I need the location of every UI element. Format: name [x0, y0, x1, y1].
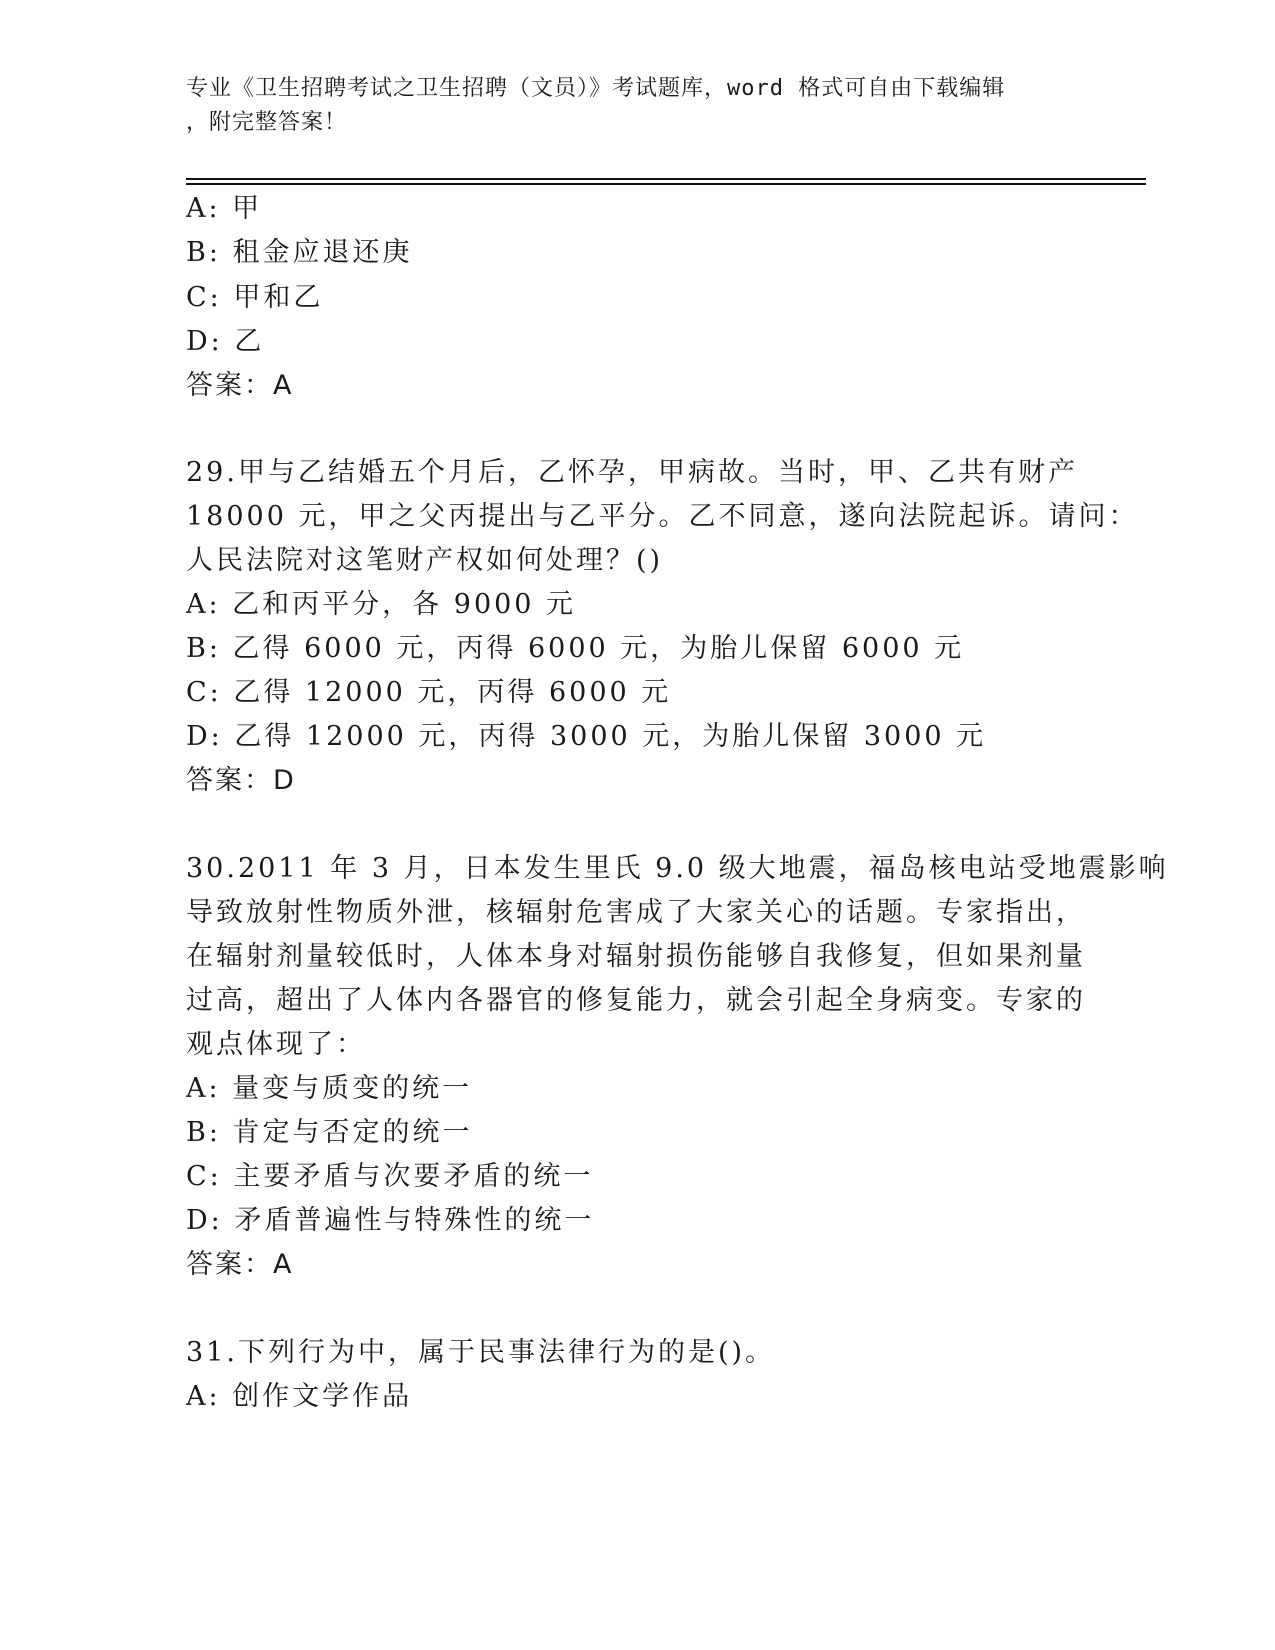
q30-option-d: D: 矛盾普遍性与特殊性的统一	[186, 1205, 595, 1236]
header-title-line: 专业《卫生招聘考试之卫生招聘（文员）》考试题库，word 格式可自由下载编辑	[186, 76, 1006, 101]
q31-option-a: A: 创作文学作品	[186, 1381, 413, 1412]
q30-answer: 答案：A	[186, 1249, 294, 1280]
q30-stem-line: 在辐射剂量较低时，人体本身对辐射损伤能够自我修复，但如果剂量	[186, 941, 1086, 972]
q28-option-b: B: 租金应退还庚	[186, 237, 413, 268]
q29-option-d: D: 乙得 12000 元，丙得 3000 元，为胎儿保留 3000 元	[186, 721, 987, 752]
q31-stem-line: 31.下列行为中，属于民事法律行为的是()。	[186, 1337, 776, 1368]
q29-answer: 答案：D	[186, 765, 296, 796]
q28-option-a: A: 甲	[186, 193, 263, 224]
document-header	[186, 72, 1086, 140]
q30-stem-line: 过高，超出了人体内各器官的修复能力，就会引起全身病变。专家的	[186, 985, 1086, 1016]
header-divider-bottom	[186, 183, 1146, 185]
header-divider-top	[186, 178, 1146, 180]
q30-stem-line: 观点体现了：	[186, 1029, 366, 1060]
q30-option-b: B: 肯定与否定的统一	[186, 1117, 473, 1148]
q29-option-a: A: 乙和丙平分，各 9000 元	[186, 589, 577, 620]
q29-option-c: C: 乙得 12000 元，丙得 6000 元	[186, 677, 672, 708]
header-title-continuation: ，附完整答案！	[186, 110, 348, 135]
q30-stem-line: 30.2011 年 3 月，日本发生里氏 9.0 级大地震，福岛核电站受地震影响	[186, 853, 1169, 884]
q30-stem-line: 导致放射性物质外泄，核辐射危害成了大家关心的话题。专家指出，	[186, 897, 1086, 928]
q30-option-a: A: 量变与质变的统一	[186, 1073, 473, 1104]
q29-option-b: B: 乙得 6000 元，丙得 6000 元，为胎儿保留 6000 元	[186, 633, 965, 664]
q28-option-d: D: 乙	[186, 326, 265, 357]
q29-stem-line: 人民法院对这笔财产权如何处理？()	[186, 545, 664, 576]
q29-stem-line: 29.甲与乙结婚五个月后，乙怀孕，甲病故。当时，甲、乙共有财产	[186, 457, 1078, 488]
q28-answer: 答案：A	[186, 370, 294, 401]
q30-option-c: C: 主要矛盾与次要矛盾的统一	[186, 1161, 594, 1192]
q29-stem-line: 18000 元，甲之父丙提出与乙平分。乙不同意，遂向法院起诉。请问：	[186, 501, 1139, 532]
q28-option-c: C: 甲和乙	[186, 282, 324, 313]
